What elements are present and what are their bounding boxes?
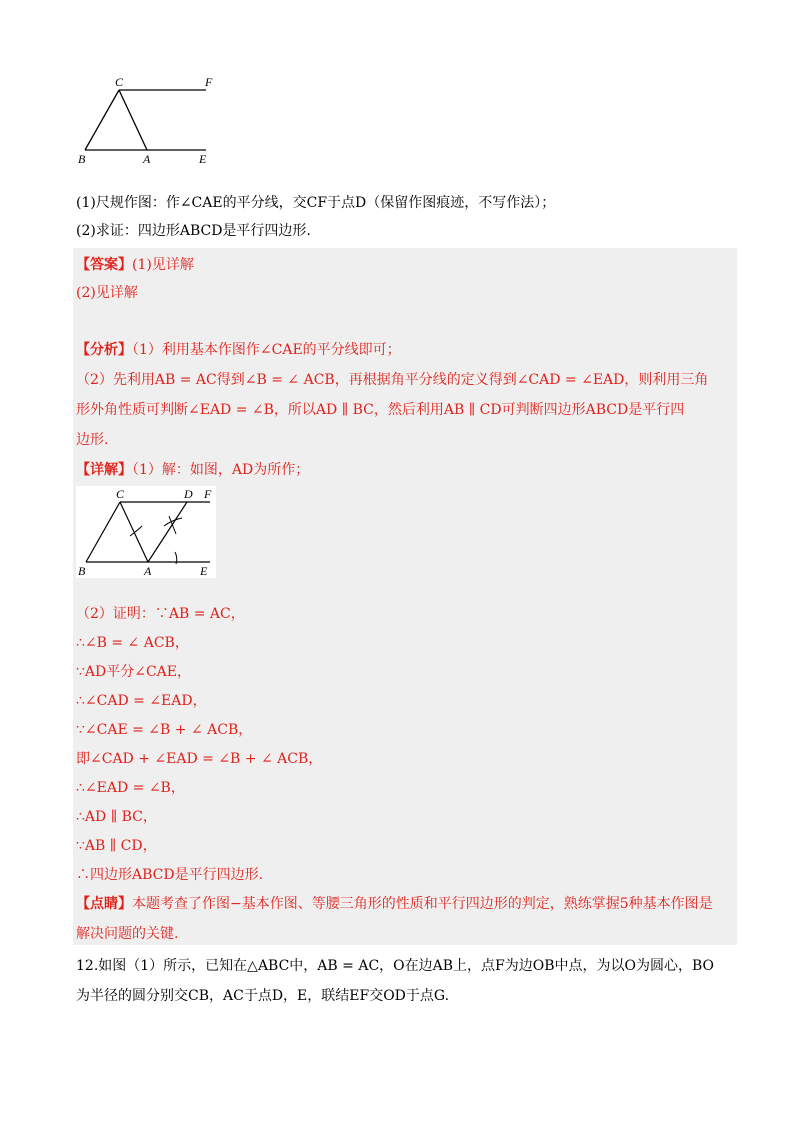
comment-line-1 — [76, 894, 713, 914]
label-c: C — [115, 75, 124, 89]
figure-2-diagram — [76, 486, 216, 578]
proof-line-3: ∵AD平分∠CAE， — [76, 664, 192, 680]
proof-line-1: （2）证明：∵AB = AC， — [76, 606, 245, 622]
comment-tag: 【点睛】 — [76, 896, 132, 912]
answer-line-1 — [76, 255, 194, 275]
fig2-label-a: A — [144, 564, 152, 578]
figure-1-diagram — [72, 74, 222, 166]
label-e: E — [199, 152, 207, 166]
detail-line-1 — [76, 460, 309, 480]
analysis-line-4: 边形. — [76, 432, 109, 448]
proof-line-6: 即∠CAD + ∠EAD = ∠B + ∠ ACB， — [76, 751, 323, 767]
fig2-label-e: E — [200, 564, 208, 578]
label-a: A — [143, 152, 151, 166]
question-part-2: (2)求证：四边形ABCD是平行四边形. — [76, 223, 311, 239]
fig2-label-d: D — [184, 487, 193, 501]
analysis-tag: 【分析】 — [76, 342, 132, 358]
proof-line-10: ∴四边形ABCD是平行四边形. — [76, 867, 264, 883]
fig2-label-b: B — [78, 564, 86, 578]
fig2-label-c: C — [116, 487, 125, 501]
label-b: B — [78, 152, 86, 166]
question-12-line-2: 为半径的圆分别交CB，AC于点D，E，联结EF交OD于点G. — [76, 988, 450, 1004]
analysis-text-1: （1）利用基本作图作∠CAE的平分线即可； — [132, 342, 401, 358]
analysis-line-1 — [76, 340, 401, 360]
answer-line-2: (2)见详解 — [76, 285, 138, 301]
proof-line-4: ∴∠CAD = ∠EAD， — [76, 693, 207, 709]
detail-tag: 【详解】 — [76, 462, 132, 478]
proof-line-5: ∵∠CAE = ∠B + ∠ ACB， — [76, 722, 253, 738]
analysis-line-3: 形外角性质可判断∠EAD = ∠B，所以AD ∥ BC，然后利用AB ∥ CD可判断四边形ABCD是平行四 — [76, 402, 685, 418]
proof-line-2: ∴∠B = ∠ ACB， — [76, 635, 189, 651]
question-12-line-1: 12.如图（1）所示，已知在△ABC中，AB = AC，O在边AB上，点F为边OB中点，为以O为圆心，BO — [76, 958, 715, 974]
label-f: F — [205, 75, 213, 89]
comment-text-1: 本题考查了作图−基本作图、等腰三角形的性质和平行四边形的判定，熟练掌握5种基本作图是 — [132, 896, 713, 912]
question-part-1: (1)尺规作图：作∠CAE的平分线，交CF于点D（保留作图痕迹，不写作法）； — [76, 195, 556, 211]
answer-tag: 【答案】 — [76, 257, 132, 273]
proof-line-8: ∴AD ∥ BC， — [76, 809, 157, 825]
answer-text-1: (1)见详解 — [132, 257, 194, 273]
analysis-line-2: （2）先利用AB = AC得到∠B = ∠ ACB，再根据角平分线的定义得到∠CAD = ∠EAD，则利用三角 — [76, 372, 709, 388]
detail-text-1: （1）解：如图，AD为所作； — [132, 462, 310, 478]
fig2-label-f: F — [204, 487, 212, 501]
proof-line-7: ∴∠EAD = ∠B， — [76, 780, 185, 796]
comment-line-2: 解决问题的关键. — [76, 926, 179, 942]
proof-line-9: ∵AB ∥ CD， — [76, 838, 157, 854]
